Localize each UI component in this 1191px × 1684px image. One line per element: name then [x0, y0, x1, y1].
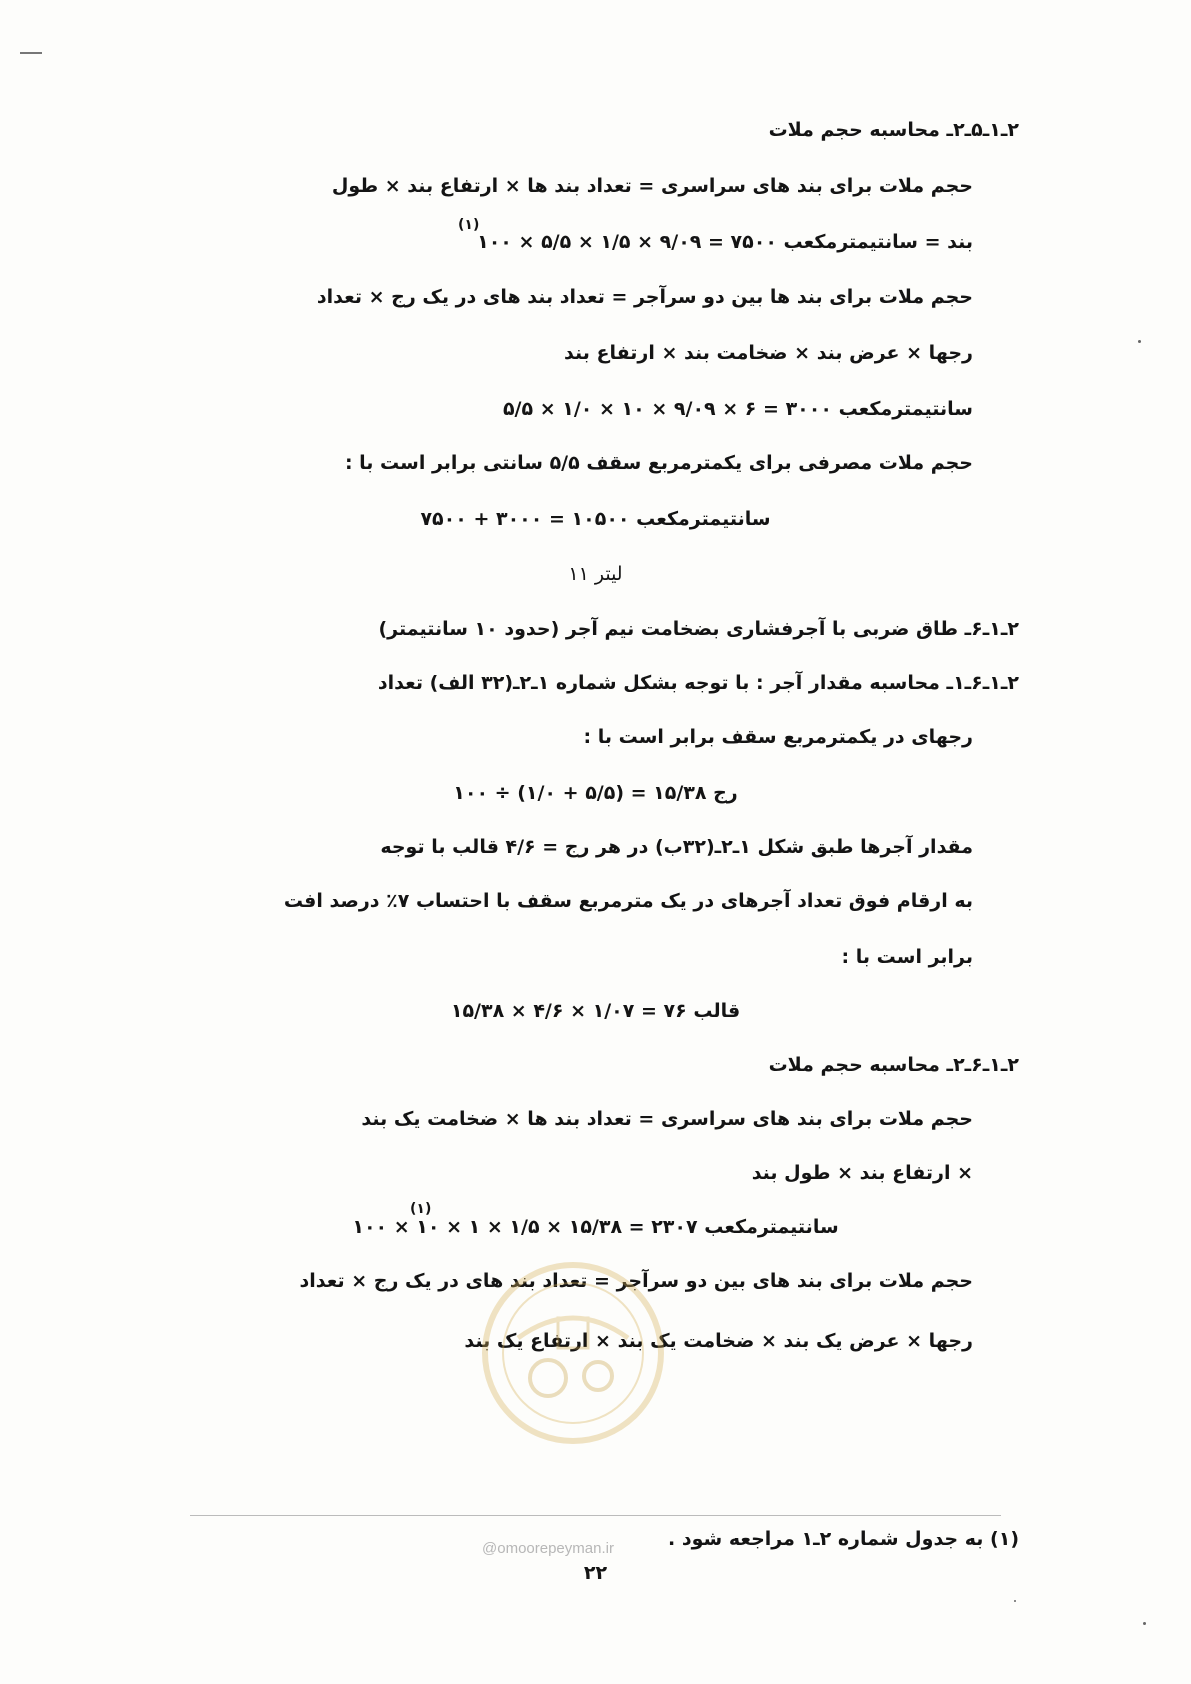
text-line: رجهای در یکمترمربع سقف برابر است با :: [583, 726, 973, 748]
watermark-text: @omoorepeyman.ir: [482, 1540, 614, 1557]
scan-speck: [1138, 340, 1141, 343]
corner-mark: [20, 52, 42, 54]
formula-line: سانتیمترمکعب ۱۰۵۰۰ = ۳۰۰۰ + ۷۵۰۰: [420, 508, 771, 530]
text-line: حجم ملات برای بند های سراسری = تعداد بند ها × ارتفاع بند × طول: [331, 175, 973, 197]
text-line: برابر است با :: [841, 946, 973, 968]
text-line: حجم ملات برای بند ها بین دو سرآجر = تعداد بند های در یک رج × تعداد: [316, 286, 973, 308]
text-line: حجم ملات برای بند های سراسری = تعداد بند ها × ضخامت یک بند: [361, 1108, 973, 1130]
watermark-seal-icon: [478, 1258, 668, 1448]
formula-line: سانتیمترمکعب ۲۳۰۷ = ۱۵/۳۸ × ۱/۵ × ۱ × ۱۰ × ۱۰۰: [352, 1216, 839, 1238]
text-line: مقدار آجرها طبق شکل ۱ـ۲ـ(۳۲ب) در هر رج = ۴/۶ قالب با توجه: [380, 836, 973, 858]
text-line: × ارتفاع بند × طول بند: [751, 1162, 973, 1184]
footnote-marker: (۱): [410, 1201, 432, 1217]
formula-line: رج ۱۵/۳۸ = (۵/۵ + ۱/۰) ÷ ۱۰۰: [453, 782, 738, 804]
text-line: به ارقام فوق تعداد آجرهای در یک مترمربع سقف با احتساب ۷٪ درصد افت: [283, 890, 973, 912]
formula-line: سانتیمترمکعب ۳۰۰۰ = ۶ × ۹/۰۹ × ۱۰ × ۱/۰ × ۵/۵: [502, 398, 973, 420]
formula-line: قالب ۷۶ = ۱/۰۷ × ۴/۶ × ۱۵/۳۸: [450, 1000, 741, 1022]
section-heading: ۲ـ۱ـ۶ـ۲ـ محاسبه حجم ملات: [768, 1054, 1019, 1076]
scan-speck: [1014, 1600, 1016, 1602]
section-heading: ۲ـ۱ـ۶ـ طاق ضربی با آجرفشاری بضخامت نیم آجر (حدود ۱۰ سانتیمتر): [378, 618, 1019, 640]
section-heading: ۲ـ۱ـ۵ـ۲ـ محاسبه حجم ملات: [768, 119, 1019, 141]
text-line: حجم ملات مصرفی برای یکمترمربع سقف ۵/۵ سانتی برابر است با :: [344, 452, 973, 474]
footnote-divider: [190, 1515, 1001, 1516]
section-heading: ۲ـ۱ـ۶ـ۱ـ محاسبه مقدار آجر : با توجه بشکل شماره ۱ـ۲ـ(۳۲ الف) تعداد: [377, 672, 1019, 694]
scan-speck: [1143, 1622, 1146, 1625]
footnote-marker: (۱): [458, 217, 480, 233]
page-number: ۲۲: [583, 1562, 608, 1584]
text-line: حجم ملات برای بند های بین دو سرآجر = تعداد بند های در یک رج × تعداد: [299, 1270, 973, 1292]
text-line: رجها × عرض یک بند × ضخامت یک بند × ارتفاع یک بند: [464, 1330, 973, 1352]
text-line: رجها × عرض بند × ضخامت بند × ارتفاع بند: [564, 342, 973, 364]
footnote: (۱) به جدول شماره ۲ـ۱ مراجعه شود .: [668, 1528, 1019, 1550]
formula-line: بند = سانتیمترمکعب ۷۵۰۰ = ۹/۰۹ × ۱/۵ × ۵/۵ × ۱۰۰: [477, 231, 973, 253]
result-line: لیتر ۱۱: [568, 563, 623, 585]
